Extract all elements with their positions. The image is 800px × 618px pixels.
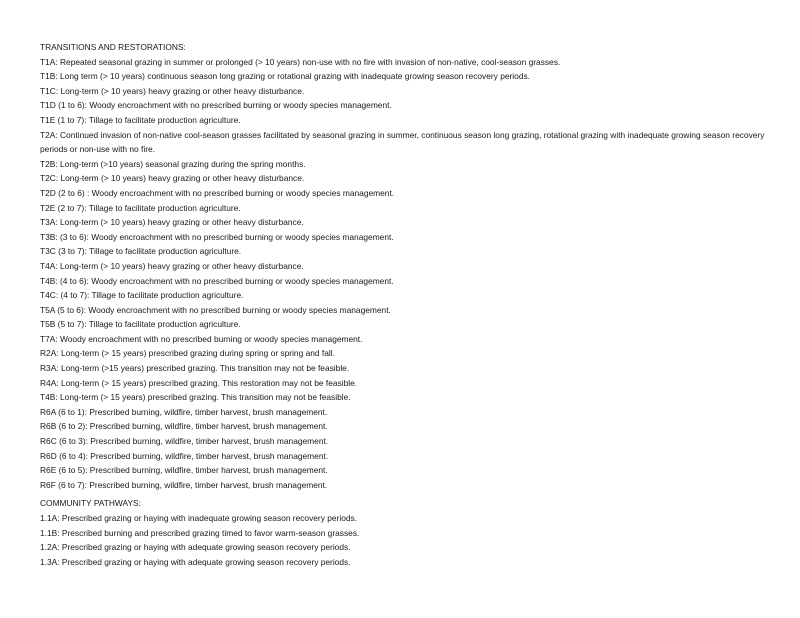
restoration-item: R2A: Long-term (> 15 years) prescribed grazing during spring or spring and fall. [40,348,335,359]
restoration-item: R6A (6 to 1): Prescribed burning, wildfire, timber harvest, brush management. [40,406,328,417]
restoration-item: R6E (6 to 5): Prescribed burning, wildfire, timber harvest, brush management. [40,465,328,476]
transition-item: T5A (5 to 6): Woody encroachment with no prescribed burning or woody species management. [40,304,391,315]
restoration-item: T4B: Long-term (> 15 years) prescribed grazing. This transition may not be feasible. [40,392,351,403]
transition-item: T3C (3 to 7): Tillage to facilitate production agriculture. [40,246,242,257]
transition-item: T2E (2 to 7): Tillage to facilitate production agriculture. [40,202,241,213]
pathways-heading: COMMUNITY PATHWAYS: [40,498,141,509]
transition-item: T1E (1 to 7): Tillage to facilitate production agriculture. [40,114,241,125]
pathway-item: 1.1B: Prescribed burning and prescribed grazing timed to favor warm-season grasses. [40,527,360,538]
transition-item: T3B: (3 to 6): Woody encroachment with no prescribed burning or woody species management. [40,231,394,242]
transition-item: T1B: Long term (> 10 years) continuous season long grazing or rotational grazing with inadequate growing season recovery periods. [40,71,530,82]
transition-item: T3A: Long-term (> 10 years) heavy grazing or other heavy disturbance. [40,217,304,228]
transition-item: T4A: Long-term (> 10 years) heavy grazing or other heavy disturbance. [40,260,304,271]
restoration-item: R6F (6 to 7): Prescribed burning, wildfire, timber harvest, brush management. [40,479,328,490]
pathway-item: 1.2A: Prescribed grazing or haying with adequate growing season recovery periods. [40,542,351,553]
transition-item: T2C: Long-term (> 10 years) heavy grazing or other heavy disturbance. [40,173,305,184]
transition-item: T1D (1 to 6): Woody encroachment with no prescribed burning or woody species management. [40,100,392,111]
transition-item: T2A: Continued invasion of non-native cool-season grasses facilitated by seasonal grazing in summer, continuous season long grazing, rotational grazing with inadequate growing season recovery periods or non-use with no fire. [40,129,765,155]
restoration-item: R4A: Long-term (> 15 years) prescribed grazing. This restoration may not be feasible. [40,377,358,388]
restoration-item: R3A: Long-term (>15 years) prescribed grazing. This transition may not be feasible. [40,363,350,374]
transition-item: T4C: (4 to 7): Tillage to facilitate production agriculture. [40,290,244,301]
document-page [40,40,766,569]
transition-item: T2B: Long-term (>10 years) seasonal grazing during the spring months. [40,158,306,169]
transition-item: T2D (2 to 6) : Woody encroachment with no prescribed burning or woody species management. [40,187,395,198]
transition-item: T1C: Long-term (> 10 years) heavy grazing or other heavy disturbance. [40,85,305,96]
restoration-item: R6B (6 to 2): Prescribed burning, wildfire, timber harvest, brush management. [40,421,328,432]
restoration-item: R6D (6 to 4): Prescribed burning, wildfire, timber harvest, brush management. [40,450,329,461]
transition-item: T4B: (4 to 6): Woody encroachment with no prescribed burning or woody species management. [40,275,394,286]
transitions-heading: TRANSITIONS AND RESTORATIONS: [40,42,186,52]
pathway-item: 1.3A: Prescribed grazing or haying with adequate growing season recovery periods. [40,556,351,567]
transition-item: T7A: Woody encroachment with no prescribed burning or woody species management. [40,333,363,344]
pathway-item: 1.1A: Prescribed grazing or haying with inadequate growing season recovery periods. [40,513,358,523]
transition-item: T5B (5 to 7): Tillage to facilitate production agriculture. [40,319,241,330]
transition-item: T1A: Repeated seasonal grazing in summer or prolonged (> 10 years) non-use with no fire with invasion of non-native, cool-season grasses. [40,56,561,67]
restoration-item: R6C (6 to 3): Prescribed burning, wildfire, timber harvest, brush management. [40,436,329,447]
